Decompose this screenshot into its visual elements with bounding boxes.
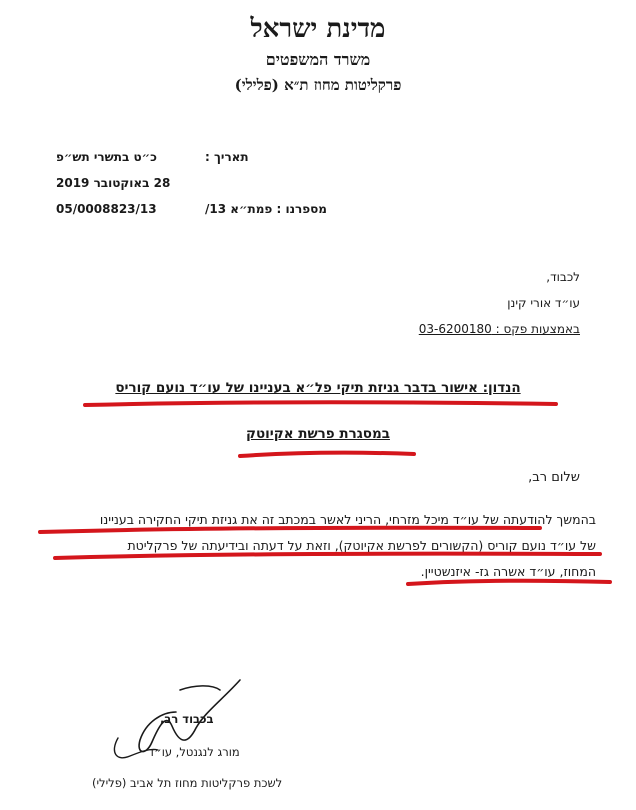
greeting: שלום רב, bbox=[528, 470, 580, 485]
body-line-1: בהמשך להודעתה של עו״ד מיכל מזרחי, הריני לאשר במכתב זה את גניזת תיקי החקירה בעניינו bbox=[99, 512, 596, 527]
signature-office: לשכת פרקליטות מחוז תל אביב (פלילי) bbox=[92, 776, 283, 790]
annotation-underline-body-2 bbox=[55, 554, 600, 558]
signature-name: מורג לנגנטל, עו״ד bbox=[148, 745, 240, 759]
annotation-underline-body-3 bbox=[408, 581, 610, 584]
reference-label: מספרנו : פמת״א 13/ bbox=[205, 202, 327, 216]
reference-number: 05/0008823/13 bbox=[56, 202, 157, 216]
body-line-2: של עו״ד נועם קוריס (הקשורים לפרשת אקיוטק), וזאת על דעתה ובידיעתה של פרקליטת bbox=[127, 538, 596, 553]
body-line-3: המחוז, עו״ד אשרה גז- איזנשטיין. bbox=[420, 564, 596, 579]
annotation-underline-body-1 bbox=[40, 528, 540, 532]
subject-line-1: הנדון: אישור בדבר גניזת תיקי פל״א בעניינו של עו״ד נועם קוריס bbox=[115, 380, 521, 396]
recipient-fax: באמצעות פקס : 03-6200180 bbox=[418, 322, 580, 336]
annotation-underline-subject-2 bbox=[240, 453, 414, 456]
signature-closing: בכבוד רב, bbox=[160, 712, 214, 726]
letterhead-ministry: משרד המשפטים bbox=[265, 50, 371, 69]
recipient-name: עו״ד אורי קינן bbox=[507, 296, 580, 310]
letterhead-office: פרקליטות מחוז ת״א (פלילי) bbox=[234, 76, 402, 94]
subject-line-2: במסגרת פרשת אקיוטק bbox=[246, 426, 390, 442]
annotation-underline-subject-1 bbox=[85, 402, 556, 405]
date-label: תאריך : bbox=[205, 150, 249, 164]
letterhead-state: מדינת ישראל bbox=[250, 14, 386, 44]
recipient-salutation: לכבוד, bbox=[546, 270, 580, 284]
gregorian-date: 28 באוקטובר 2019 bbox=[56, 176, 171, 190]
hebrew-date: כ״ט בתשרי תש״פ bbox=[56, 150, 157, 164]
